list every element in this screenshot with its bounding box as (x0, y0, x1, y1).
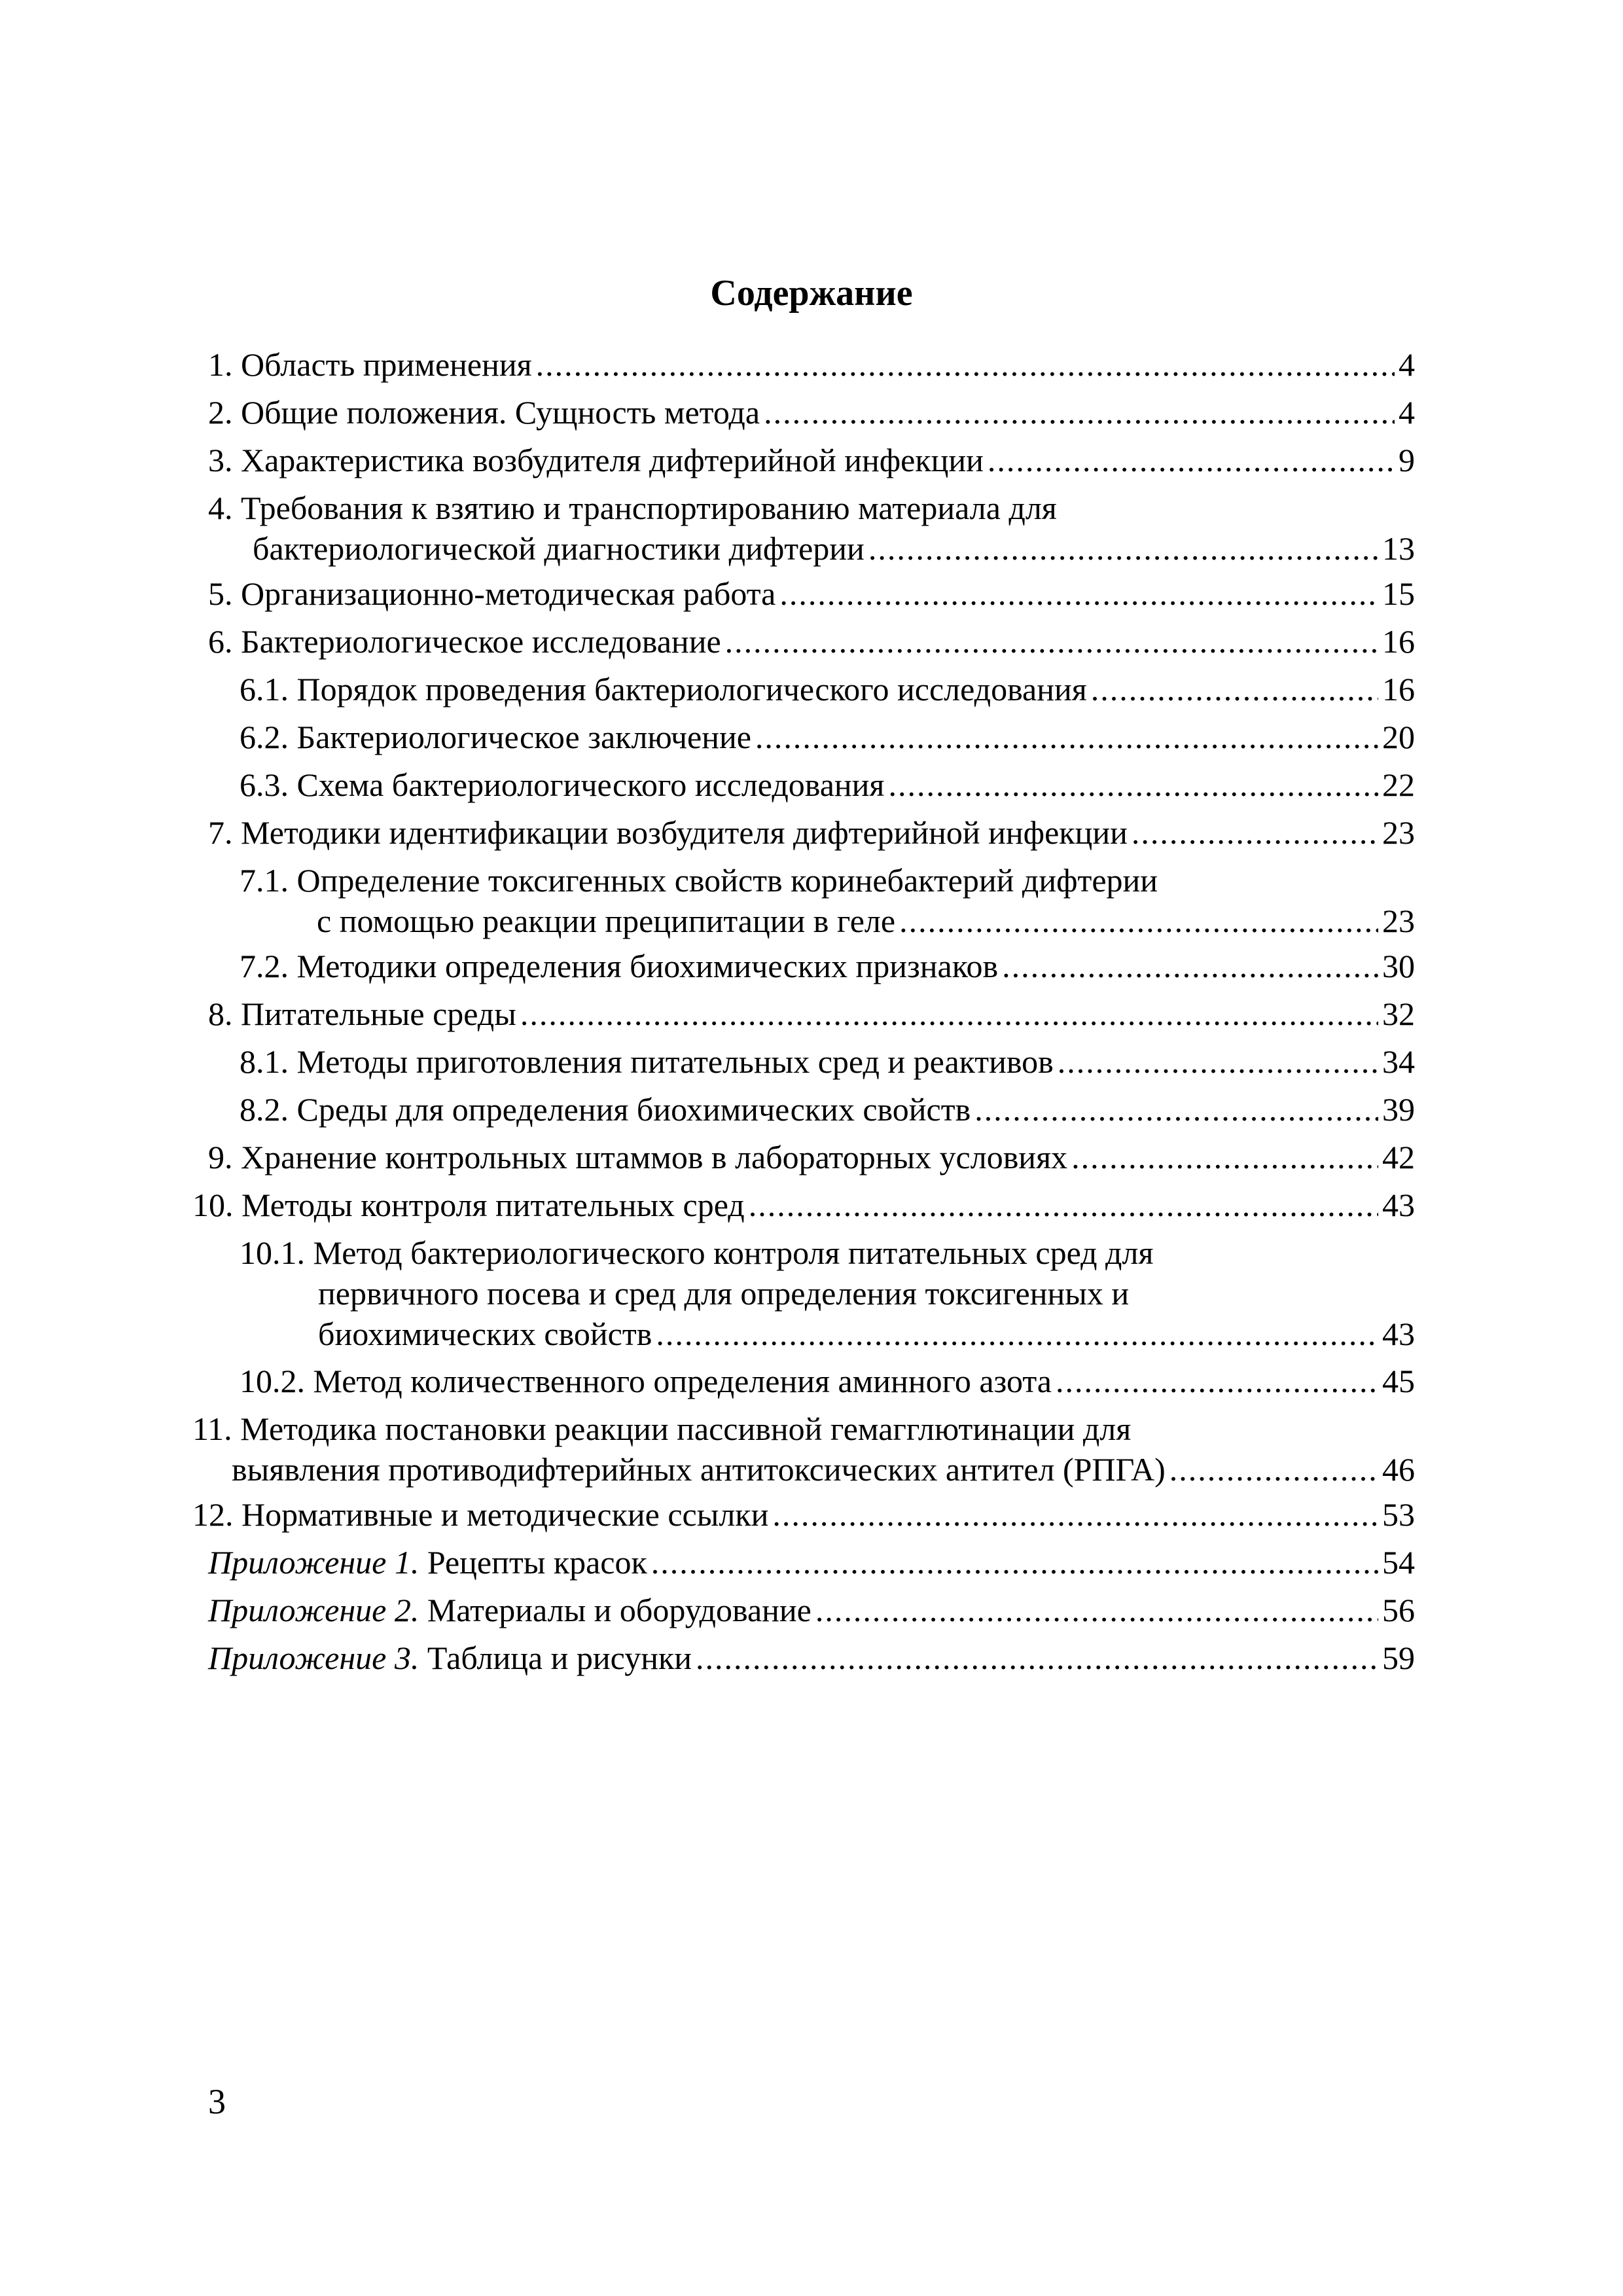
toc-entry-page: 15 (1382, 575, 1415, 612)
toc-entry-page: 43 (1382, 1316, 1415, 1352)
toc-leader-dots (520, 994, 1378, 1034)
toc-entry-10[interactable] (192, 1185, 1415, 1225)
toc-entry-page: 23 (1382, 903, 1415, 939)
toc-leader-dots (656, 1314, 1378, 1354)
toc-leader-dots (536, 344, 1395, 385)
toc-entry-2[interactable] (208, 392, 1415, 433)
toc-entry-number: 6. (208, 623, 233, 660)
page-number: 3 (208, 2082, 226, 2121)
toc-appendix-label: Приложение 3. (208, 1640, 419, 1676)
toc-entry-page: 16 (1382, 623, 1415, 660)
toc-entry-title-line1: Методика постановки реакции пассивной гемагглютинации для (240, 1410, 1132, 1447)
toc-entry-number: 7.1. (240, 862, 289, 899)
toc-entry-number: 5. (208, 575, 233, 612)
toc-entry-title: бактериологической диагностики дифтерии (253, 530, 865, 567)
toc-leader-dots (1169, 1449, 1378, 1490)
toc-entry-page: 32 (1382, 996, 1415, 1032)
page-title: Содержание (710, 273, 913, 314)
toc-appendix-2[interactable] (208, 1590, 1415, 1630)
toc-entry-number: 4. (208, 490, 233, 526)
toc-entry-11[interactable] (192, 1408, 1415, 1490)
toc-entry-title: Схема бактериологического исследования (296, 766, 885, 803)
toc-entry-number: 2. (208, 394, 233, 431)
toc-leader-dots (696, 1638, 1378, 1678)
toc-leader-dots (755, 717, 1378, 757)
toc-entry-title: Характеристика возбудителя дифтерийной инфекции (241, 442, 984, 478)
toc-entry-6[interactable] (208, 621, 1415, 662)
toc-entry-9[interactable] (208, 1137, 1415, 1177)
toc-entry-page: 54 (1382, 1544, 1415, 1581)
toc-entry-7-1[interactable] (240, 860, 1415, 941)
toc-entry-7-2[interactable] (240, 946, 1415, 986)
toc-entry-page: 43 (1382, 1187, 1415, 1223)
toc-entry-page: 9 (1399, 442, 1415, 478)
toc-entry-title: Рецепты красок (427, 1544, 647, 1581)
toc-leader-dots (1091, 669, 1378, 709)
toc-entry-title: Таблица и рисунки (427, 1640, 692, 1676)
toc-leader-dots (899, 901, 1378, 941)
toc-entry-title: Методики идентификации возбудителя дифтерийной инфекции (241, 814, 1128, 851)
toc-entry-page: 42 (1382, 1139, 1415, 1175)
toc-entry-number: 10.2. (240, 1363, 305, 1399)
toc-entry-number: 6.1. (240, 671, 289, 708)
toc-entry-page: 4 (1399, 346, 1415, 383)
toc-entry-page: 34 (1382, 1043, 1415, 1080)
toc-appendix-3[interactable] (208, 1638, 1415, 1678)
toc-entry-page: 23 (1382, 814, 1415, 851)
toc-entry-title: Нормативные и методические ссылки (241, 1496, 769, 1533)
toc-leader-dots (1058, 1041, 1378, 1082)
toc-leader-dots (725, 621, 1378, 662)
toc-entry-page: 46 (1382, 1451, 1415, 1488)
toc-entry-4[interactable] (208, 488, 1415, 569)
toc-leader-dots (764, 392, 1395, 433)
toc-entry-title: Метод количественного определения аминного азота (313, 1363, 1052, 1399)
toc-entry-number: 8.1. (240, 1043, 289, 1080)
toc-leader-dots (815, 1590, 1378, 1630)
toc-leader-dots (772, 1494, 1378, 1535)
toc-entry-8-2[interactable] (240, 1089, 1415, 1130)
toc-entry-page: 53 (1382, 1496, 1415, 1533)
toc-entry-number: 8.2. (240, 1091, 289, 1128)
toc-entry-page: 30 (1382, 948, 1415, 984)
toc-entry-number: 7.2. (240, 948, 289, 984)
toc-leader-dots (651, 1542, 1378, 1583)
toc-entry-page: 59 (1382, 1640, 1415, 1676)
toc-entry-10-1[interactable] (240, 1232, 1415, 1354)
toc-entry-page: 45 (1382, 1363, 1415, 1399)
toc-entry-number: 9. (208, 1139, 233, 1175)
toc-entry-title: биохимических свойств (318, 1316, 652, 1352)
toc-entry-title: Бактериологическое заключение (296, 719, 751, 755)
toc-entry-title: Организационно-методическая работа (241, 575, 776, 612)
toc-entry-title: Методы приготовления питательных сред и реактивов (296, 1043, 1054, 1080)
toc-entry-title: с помощью реакции преципитации в геле (317, 903, 896, 939)
toc-entry-title-line1: Определение токсигенных свойств коринебактерий дифтерии (296, 862, 1158, 899)
toc-entry-number: 3. (208, 442, 233, 478)
toc-leader-dots (779, 573, 1378, 614)
toc-entry-title: Методики определения биохимических признаков (296, 948, 999, 984)
toc-entry-12[interactable] (192, 1494, 1415, 1535)
toc-entry-number: 6.3. (240, 766, 289, 803)
toc-appendix-label: Приложение 1. (208, 1544, 419, 1581)
toc-entry-number: 12. (192, 1496, 234, 1533)
toc-entry-number: 1. (208, 346, 233, 383)
toc-entry-title-line2: первичного посева и сред для определения токсигенных и (318, 1275, 1130, 1312)
toc-appendix-label: Приложение 2. (208, 1592, 419, 1628)
toc-entry-page: 16 (1382, 671, 1415, 708)
toc-entry-1[interactable] (208, 344, 1415, 385)
toc-entry-title: Хранение контрольных штаммов в лабораторных условиях (241, 1139, 1068, 1175)
toc-entry-page: 13 (1382, 530, 1415, 567)
toc-entry-5[interactable] (208, 573, 1415, 614)
toc-entry-number: 8. (208, 996, 233, 1032)
toc-entry-title: Общие положения. Сущность метода (241, 394, 760, 431)
toc-entry-6-3[interactable] (240, 764, 1415, 805)
toc-leader-dots (749, 1185, 1378, 1225)
toc-entry-page: 22 (1382, 766, 1415, 803)
toc-entry-number: 6.2. (240, 719, 289, 755)
toc-entry-3[interactable] (208, 440, 1415, 480)
toc-entry-10-2[interactable] (240, 1361, 1415, 1401)
toc-entry-page: 20 (1382, 719, 1415, 755)
toc-entry-title: Бактериологическое исследование (241, 623, 721, 660)
toc-entry-title: Материалы и оборудование (427, 1592, 812, 1628)
toc-entry-8-1[interactable] (240, 1041, 1415, 1082)
toc-entry-title: Область применения (241, 346, 532, 383)
toc-leader-dots (974, 1089, 1378, 1130)
toc-entry-6-1[interactable] (240, 669, 1415, 709)
toc-entry-title-line1: Требования к взятию и транспортированию материала для (241, 490, 1057, 526)
toc-leader-dots (1002, 946, 1378, 986)
toc-leader-dots (1132, 812, 1378, 853)
toc-entry-number: 10. (192, 1187, 234, 1223)
toc-leader-dots (868, 528, 1378, 569)
toc-entry-title: Питательные среды (241, 996, 516, 1032)
toc-entry-6-2[interactable] (240, 717, 1415, 757)
toc-entry-page: 4 (1399, 394, 1415, 431)
toc-leader-dots (988, 440, 1395, 480)
toc-entry-number: 10.1. (240, 1234, 305, 1271)
toc-entry-page: 39 (1382, 1091, 1415, 1128)
toc-entry-title: Среды для определения биохимических свойств (296, 1091, 971, 1128)
toc-entry-title-line1: Метод бактериологического контроля питательных сред для (313, 1234, 1154, 1271)
toc-entry-title: Порядок проведения бактериологического исследования (296, 671, 1087, 708)
toc-entry-8[interactable] (208, 994, 1415, 1034)
toc-entry-page: 56 (1382, 1592, 1415, 1628)
toc-leader-dots (1056, 1361, 1378, 1401)
toc-leader-dots (888, 764, 1378, 805)
toc-leader-dots (1071, 1137, 1378, 1177)
toc-entry-title: Методы контроля питательных сред (241, 1187, 745, 1223)
toc-entry-number: 7. (208, 814, 233, 851)
toc-appendix-1[interactable] (208, 1542, 1415, 1583)
toc-entry-7[interactable] (208, 812, 1415, 853)
toc-entry-title: выявления противодифтерийных антитоксических антител (РПГА) (232, 1451, 1166, 1488)
toc-entry-number: 11. (192, 1410, 232, 1447)
